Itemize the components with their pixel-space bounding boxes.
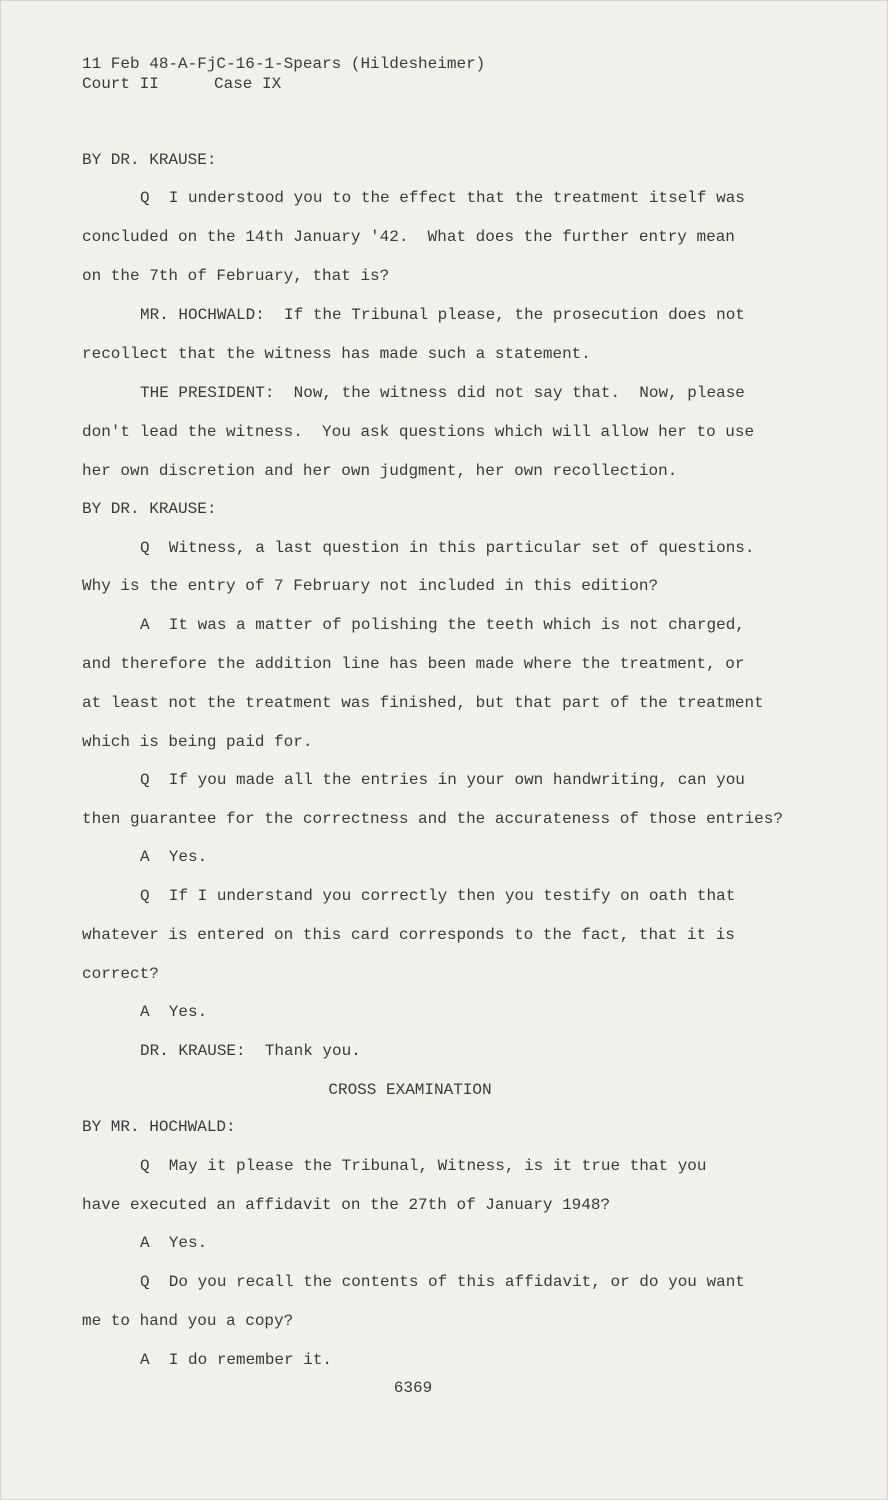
transcript-line: whatever is entered on this card corresponds to the fact, that it is bbox=[82, 926, 735, 944]
transcript-line: me to hand you a copy? bbox=[82, 1312, 294, 1330]
transcript-line: DR. KRAUSE: Thank you. bbox=[140, 1042, 361, 1060]
transcript-line: concluded on the 14th January '42. What does the further entry mean bbox=[82, 228, 735, 246]
transcript-line: Q I understood you to the effect that the treatment itself was bbox=[140, 189, 745, 207]
transcript-line: A It was a matter of polishing the teeth which is not charged, bbox=[140, 616, 745, 634]
transcript-line: correct? bbox=[82, 965, 159, 983]
transcript-line: don't lead the witness. You ask questions which will allow her to use bbox=[82, 423, 755, 441]
transcript-line: Q If I understand you correctly then you testify on oath that bbox=[140, 887, 736, 905]
header-court-case bbox=[82, 74, 485, 94]
transcript-line: Q May it please the Tribunal, Witness, is it true that you bbox=[140, 1157, 707, 1175]
transcript-line: Why is the entry of 7 February not included in this edition? bbox=[82, 577, 659, 595]
speaker-heading: BY DR. KRAUSE: bbox=[82, 500, 217, 518]
transcript-line: A Yes. bbox=[140, 1003, 208, 1021]
transcript-line: A I do remember it. bbox=[140, 1351, 333, 1369]
transcript-line: at least not the treatment was finished, but that part of the treatment bbox=[82, 694, 764, 712]
transcript-line: then guarantee for the correctness and the accurateness of those entries? bbox=[82, 810, 783, 828]
transcript-line: A Yes. bbox=[140, 848, 208, 866]
transcript-line: and therefore the addition line has been made where the treatment, or bbox=[82, 655, 745, 673]
speaker-heading: BY DR. KRAUSE: bbox=[82, 151, 217, 169]
transcript-line: recollect that the witness has made such a statement. bbox=[82, 345, 591, 363]
header-case: Case IX bbox=[214, 75, 282, 93]
section-heading: CROSS EXAMINATION bbox=[328, 1081, 492, 1099]
header-court: Court II bbox=[82, 75, 159, 93]
transcript-line: THE PRESIDENT: Now, the witness did not say that. Now, please bbox=[140, 384, 745, 402]
transcript-line: MR. HOCHWALD: If the Tribunal please, the prosecution does not bbox=[140, 306, 745, 324]
header-reference: 11 Feb 48-A-FjC-16-1-Spears (Hildesheimer) bbox=[82, 55, 486, 73]
transcript-line: A Yes. bbox=[140, 1234, 208, 1252]
transcript-line: on the 7th of February, that is? bbox=[82, 267, 390, 285]
transcript-line: which is being paid for. bbox=[82, 733, 313, 751]
transcript-line: have executed an affidavit on the 27th of January 1948? bbox=[82, 1196, 611, 1214]
page-number: 6369 bbox=[393, 1379, 433, 1397]
transcript-line: her own discretion and her own judgment, her own recollection. bbox=[82, 462, 678, 480]
speaker-heading: BY MR. HOCHWALD: bbox=[82, 1118, 236, 1136]
document-header bbox=[82, 54, 485, 94]
transcript-line: Q Do you recall the contents of this affidavit, or do you want bbox=[140, 1273, 745, 1291]
transcript-line: Q Witness, a last question in this particular set of questions. bbox=[140, 539, 755, 557]
transcript-line: Q If you made all the entries in your own handwriting, can you bbox=[140, 771, 745, 789]
